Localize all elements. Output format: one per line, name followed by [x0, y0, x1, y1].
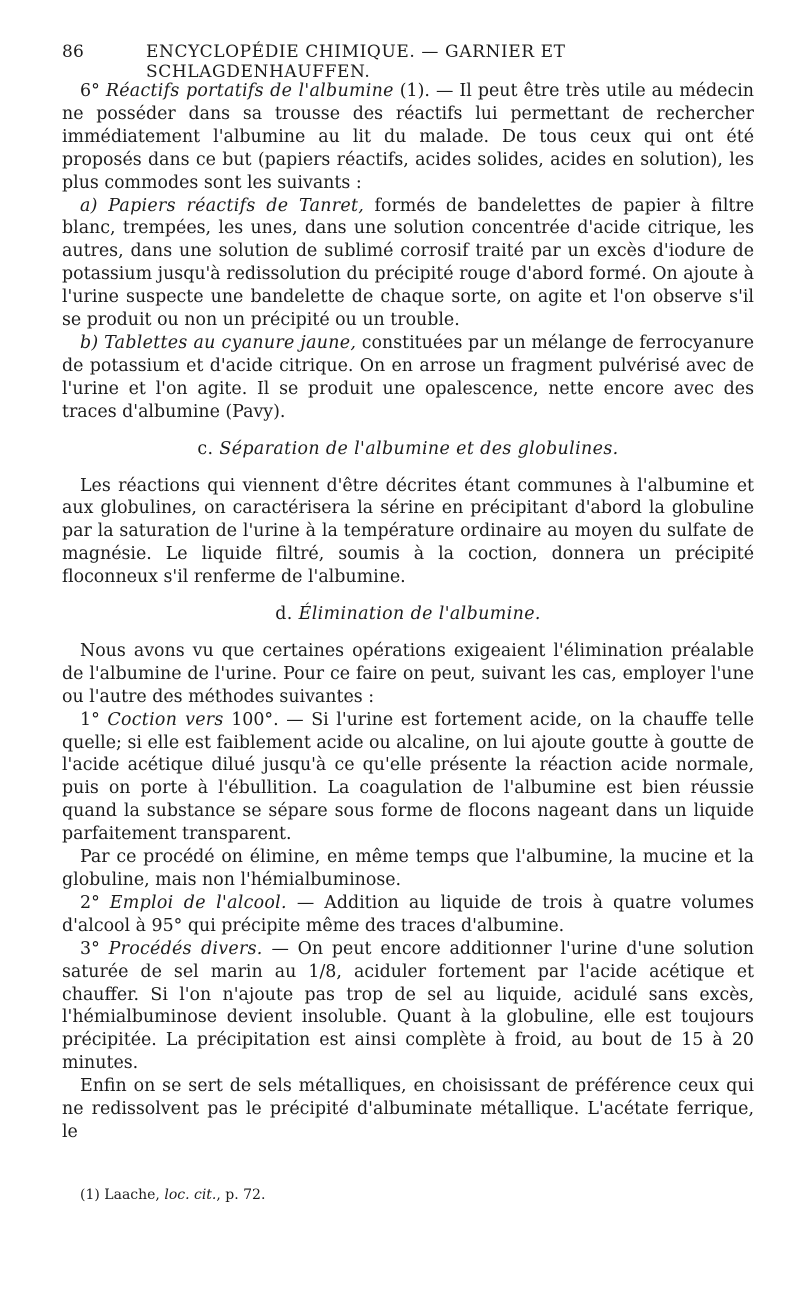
page-body [62, 80, 754, 1144]
section-label: c. [197, 438, 214, 459]
item-heading: Tablettes au cyanure jaune, [104, 332, 357, 353]
page-header [62, 42, 762, 82]
paragraph-text: Nous avons vu que certaines opérations exigeaient l'élimination préalable de l'albumine de l'urine. Pour ce faire on peut, suivant les cas, employer l'une ou l'autre des méthodes suivantes : [62, 640, 754, 707]
page-number: 86 [62, 42, 85, 62]
paragraph-reactifs-portatifs [62, 80, 754, 195]
section-title: Élimination de l'albumine. [298, 604, 541, 625]
paragraph-text: — Il peut être très utile au médecin ne posséder dans sa trousse des réactifs lui permettant de rechercher immédiatement l'albumine au lit du malade. De tous ceux qui ont été proposés dans ce but (papiers réactifs, acides solides, acides en solution), les plus commodes sont les suivants : [62, 81, 754, 193]
item-heading: Procédés divers. [108, 938, 263, 959]
section-label: d. [275, 604, 293, 625]
item-label: b) [80, 332, 99, 353]
paragraph-procedes-divers [62, 938, 754, 1075]
section-heading-c [62, 438, 754, 461]
paragraph-text: Enfin on se sert de sels métalliques, en choisissant de préférence ceux qui ne redissolvent pas le précipité d'albuminate métallique. L'acétate ferrique, le [62, 1076, 754, 1142]
section-heading-d [62, 603, 754, 626]
paragraph-text: Les réactions qui viennent d'être décrites étant communes à l'albumine et aux globulines, on caractérisera la sérine en précipitant d'abord la globuline par la saturation de l'urine à la température ordinaire au moyen du sulfate de magnésie. Le liquide filtré, soumis à la coction, donnera un précipité floconneux s'il renferme de l'albumine. [62, 475, 754, 588]
paragraph-text: formés de bandelettes de papier à filtre blanc, trempées, les unes, dans une solution concentrée d'acide citrique, les autres, dans une solution de sublimé corrosif traité par un excès d'iodure de potassium jusqu'à redissolution du précipité rouge d'abord formé. On ajoute à l'urine suspecte une bandelette de chaque sorte, on agite et l'on observe s'il se produit ou non un précipité ou un trouble. [62, 195, 754, 331]
paragraph-tablettes [62, 332, 754, 424]
section-title: Séparation de l'albumine et des globulines. [219, 438, 619, 459]
item-heading: Coction vers [107, 709, 224, 730]
paragraph-coction-note [62, 846, 754, 892]
paragraph-text: constituées par un mélange de ferrocyanure de potassium et d'acide citrique. On en arrose un fragment pulvérisé avec de l'urine et l'on agite. Il se produit une opalescence, nette encore avec des traces d'albumine (Pavy). [62, 332, 754, 422]
paragraph-coction [62, 709, 754, 846]
paragraph-elimination-intro [62, 640, 754, 709]
paragraph-sels-metalliques [62, 1075, 754, 1144]
paragraph-text: 100°. — Si l'urine est fortement acide, on la chauffe telle quelle; si elle est faiblement acide ou alcaline, on lui ajoute goutte à goutte de l'acide acétique dilué jusqu'à ce qu'elle présente la réaction acide normale, puis on porte à l'ébullition. La coagulation de l'albumine est bien réussie quand la substance se sépare sous forme de flocons nageant dans un liquide parfaitement transparent. [62, 709, 754, 845]
footnote [80, 1187, 265, 1203]
item-number: 3° [80, 938, 100, 959]
item-number: 1° [80, 709, 100, 730]
paragraph-text: Par ce procédé on élimine, en même temps que l'albumine, la mucine et la globuline, mais non l'hémialbuminose. [62, 847, 754, 890]
item-heading: Emploi de l'alcool. [109, 892, 287, 913]
footnote-mark: (1) [80, 1187, 100, 1203]
item-label: a) [80, 195, 98, 216]
paragraph-text: — Addition au liquide de trois à quatre volumes d'alcool à 95° qui précipite même des traces d'albumine. [62, 892, 755, 936]
footnote-author: Laache, [104, 1187, 160, 1203]
item-number: 6° [80, 81, 100, 101]
item-heading: Papiers réactifs de Tanret, [108, 195, 365, 216]
paragraph-papiers-reactifs [62, 195, 754, 332]
paragraph-separation [62, 475, 754, 590]
running-title: ENCYCLOPÉDIE CHIMIQUE. — GARNIER ET SCHLAGDENHAUFFEN. [146, 42, 566, 82]
footnote-page: , p. 72. [216, 1187, 266, 1203]
item-number: 2° [80, 892, 100, 913]
item-heading: Réactifs portatifs de l'albumine [105, 81, 394, 101]
footnote-ref: (1). [399, 81, 430, 101]
paragraph-text: — On peut encore additionner l'urine d'une solution saturée de sel marin au 1/8, aciduler fortement par l'acide acétique et chauffer. Si l'on n'ajoute pas trop de sel au liquide, acidulé sans excès, l'hémialbuminose devient insoluble. Quant à la globuline, elle est toujours précipitée. La précipitation est ainsi complète à froid, au bout de 15 à 20 minutes. [62, 938, 754, 1074]
footnote-ref-title: loc. cit. [164, 1187, 217, 1203]
paragraph-alcool [62, 892, 754, 938]
